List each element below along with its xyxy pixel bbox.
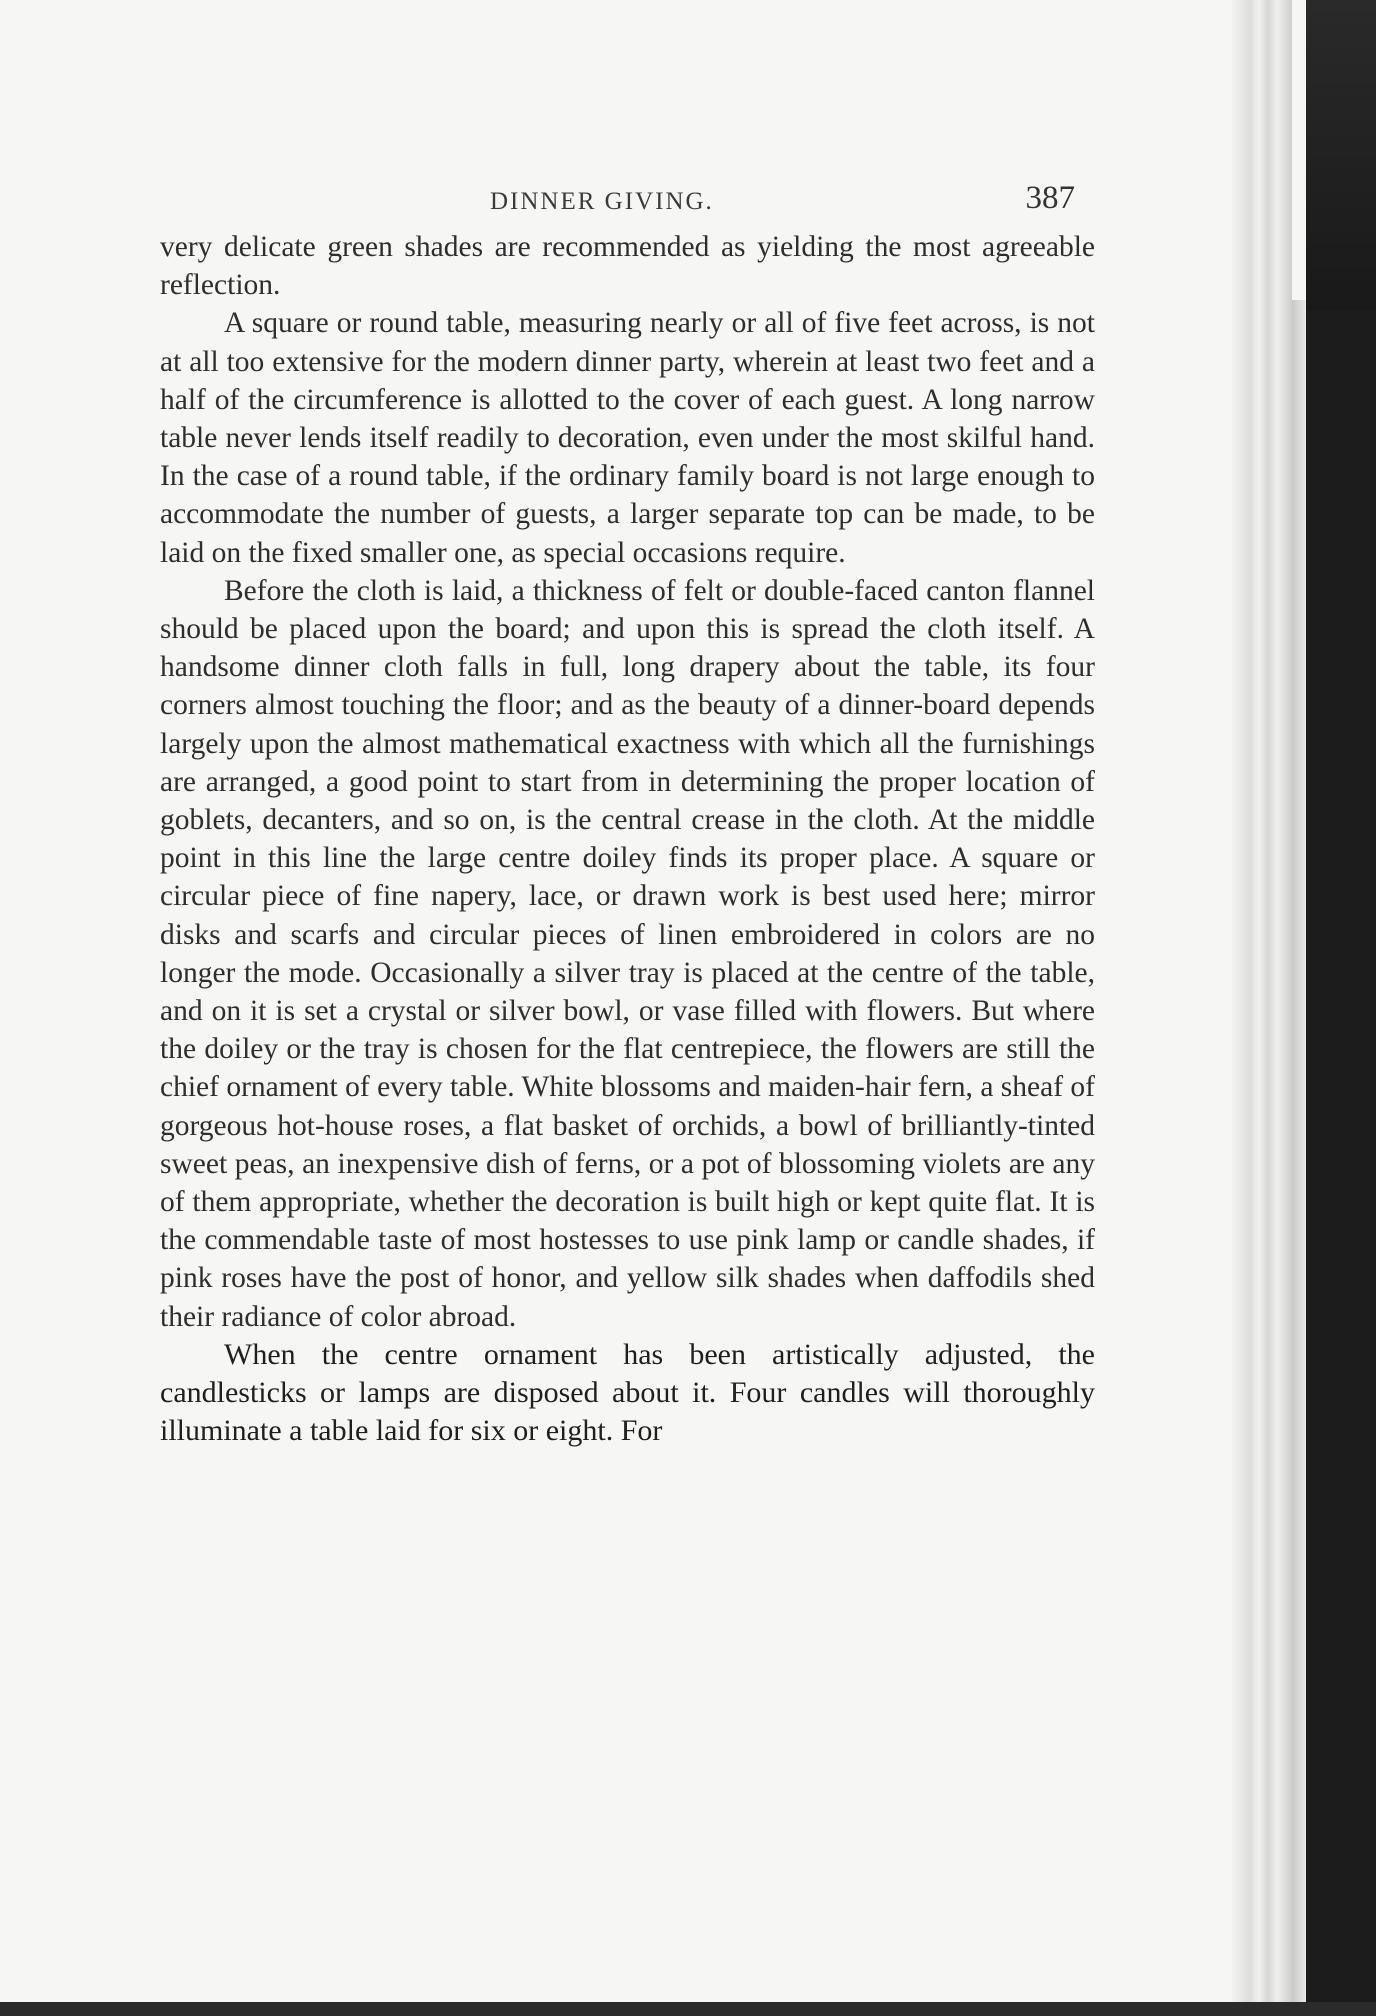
page-edge-shadow [1292, 300, 1306, 2016]
paragraph-candlesticks: When the centre ornament has been artistically adjusted, the candlesticks or lamps are disposed about it. Four candles will thoroughly illuminate a table laid for six or eight. For [160, 1337, 1095, 1448]
page-number: 387 [1025, 180, 1075, 216]
scan-bottom-border [0, 2002, 1376, 2016]
book-binding-top [1306, 0, 1376, 310]
paragraph-cloth-and-centrepiece: Before the cloth is laid, a thickness of felt or double-faced canton flannel should be placed upon the board; and upon this is spread the cloth itself. A handsome dinner cloth falls in full, long drapery about the table, its four corners almost touching the floor; and as the beauty of a dinner-board depends largely upon the almost mathematical exactness with which all the furnishings are arranged, a good point to start from in determining the proper location of goblets, decanters, and so on, is the central crease in the cloth. At the middle point in this line the large centre doiley finds its proper place. A square or circular piece of fine napery, lace, or drawn work is best used here; mirror disks and scarfs and circular pieces of linen embroidered in colors are no longer the mode. Occasionally a silver tray is placed at the centre of the table, and on it is set a crystal or silver bowl, or vase filled with flowers. But where the doiley or the tray is chosen for the flat centrepiece, the flowers are still the chief ornament of every table. White blossoms and maiden-hair fern, a sheaf of gorgeous hot-house roses, a flat basket of orchids, a bowl of brilliantly-tinted sweet peas, an inexpensive dish of ferns, or a pot of blossoming violets are any of them appropriate, whether the decoration is built high or kept quite flat. It is the commendable taste of most hostesses to use pink lamp or candle shades, if pink roses have the post of honor, and yellow silk shades when daffodils shed their radiance of color abroad. [160, 574, 1095, 1333]
book-page [160, 176, 1095, 1451]
paragraph-table-size: A square or round table, measuring nearly or all of five feet across, is not at all too extensive for the modern dinner party, wherein at least two feet and a half of the circumference is allotted to the cover of each guest. A long narrow table never lends itself readily to decoration, even under the most skilful hand. In the case of a round table, if the ordinary family board is not large enough to accommodate the number of guests, a larger separate top can be made, to be laid on the fixed smaller one, as special occasions require. [160, 307, 1095, 569]
running-title: DINNER GIVING. [490, 188, 714, 215]
running-head [160, 176, 1095, 228]
page-edge-leaves [1232, 0, 1292, 2016]
paragraph-continuation: very delicate green shades are recommended as yielding the most agreeable reflection. [160, 231, 1095, 302]
